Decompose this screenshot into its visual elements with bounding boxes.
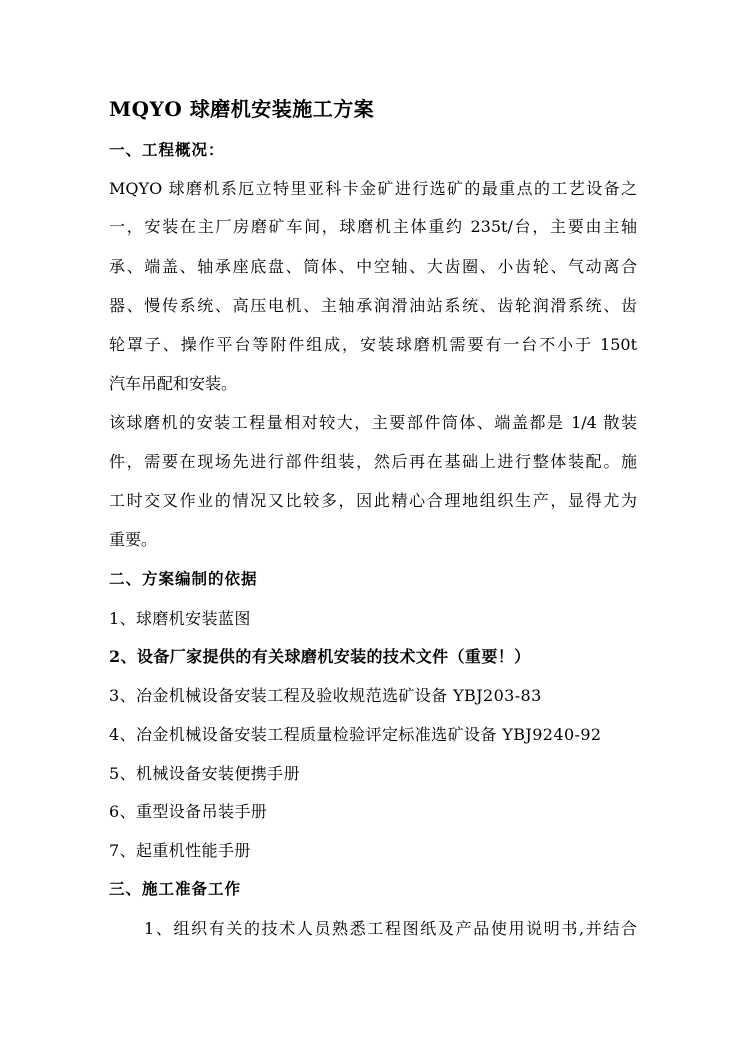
paragraph-line: MQYO 球磨机系厄立特里亚科卡金矿进行选矿的最重点的工艺设备之: [109, 179, 637, 198]
paragraph-line: 一，安装在主厂房磨矿车间，球磨机主体重约 235t/台，主要由主轴: [109, 217, 637, 236]
paragraph-line: 器、慢传系统、高压电机、主轴承润滑油站系统、齿轮润滑系统、齿: [109, 296, 637, 315]
list-item: 1、球磨机安装蓝图: [109, 609, 251, 628]
paragraph-line: 轮罩子、操作平台等附件组成，安装球磨机需要有一台不小于 150t: [109, 335, 637, 354]
paragraph-line: 该球磨机的安装工程量相对较大，主要部件筒体、端盖都是 1/4 散装: [109, 413, 637, 432]
list-item: 5、机械设备安装便携手册: [109, 764, 300, 783]
paragraph-line: 汽车吊配和安装。: [109, 374, 238, 393]
list-item: 7、起重机性能手册: [109, 841, 251, 860]
document-title: MQYO 球磨机安装施工方案: [109, 97, 375, 121]
section-heading-overview: 一、工程概况：: [109, 140, 225, 159]
section-heading-basis: 二、方案编制的依据: [109, 569, 258, 588]
paragraph-line: 承、端盖、轴承座底盘、筒体、中空轴、大齿圈、小齿轮、气动离合: [109, 257, 637, 276]
list-item: 2、设备厂家提供的有关球磨机安装的技术文件（重要！）: [109, 647, 531, 666]
paragraph-line: 1、组织有关的技术人员熟悉工程图纸及产品使用说明书,并结合: [144, 919, 637, 938]
list-item: 3、冶金机械设备安装工程及验收规范选矿设备 YBJ203-83: [109, 686, 542, 705]
paragraph-line: 重要。: [109, 530, 158, 549]
list-item: 6、重型设备吊装手册: [109, 802, 268, 821]
paragraph-line: 件，需要在现场先进行部件组装，然后再在基础上进行整体装配。施: [109, 452, 637, 471]
list-item: 4、冶金机械设备安装工程质量检验评定标准选矿设备 YBJ9240-92: [109, 725, 602, 744]
section-heading-preparation: 三、施工准备工作: [109, 879, 242, 898]
paragraph-line: 工时交叉作业的情况又比较多，因此精心合理地组织生产，显得尤为: [109, 491, 637, 510]
